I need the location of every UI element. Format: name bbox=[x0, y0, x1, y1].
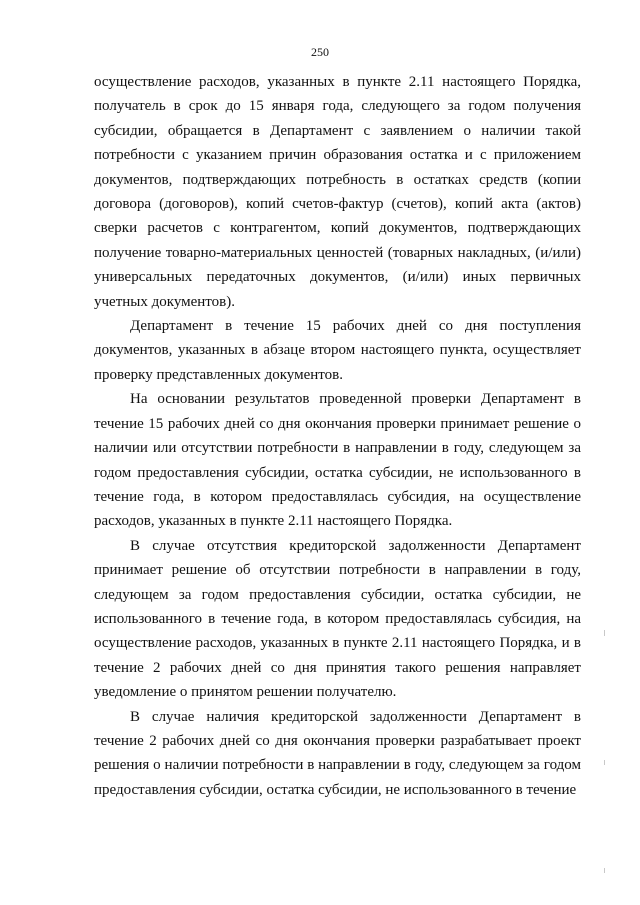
scan-edge-mark bbox=[604, 760, 605, 765]
body-text bbox=[94, 70, 581, 802]
paragraph-2: Департамент в течение 15 рабочих дней со дня поступления документов, указанных в абзаце втором настоящего пункта, осуществляет проверку представленных документов. bbox=[94, 318, 581, 383]
paragraph-3: На основании результатов проведенной проверки Департамент в течение 15 рабочих дней со дня окончания проверки принимает решение о наличии или отсутствии потребности в направлении в году, следующем за годом предоставления субсидии, остатка субсидии, не использованного в течение года, в котором предоставлялась субсидия, на осуществление расходов, указанных в пункте 2.11 настоящего Порядка. bbox=[94, 391, 581, 530]
scan-edge-mark bbox=[604, 630, 605, 636]
scan-edge-mark bbox=[604, 868, 605, 873]
paragraph-4: В случае отсутствия кредиторской задолженности Департамент принимает решение об отсутствии потребности в направлении в году, следующем за годом предоставления субсидии, остатка субсидии, не использованного в течение года, в котором предоставлялась субсидия, на осуществление расходов, указанных в пункте 2.11 настоящего Порядка, и в течение 2 рабочих дней со дня принятия такого решения направляет уведомление о принятом решении получателю. bbox=[94, 537, 581, 701]
paragraph-1: осуществление расходов, указанных в пункте 2.11 настоящего Порядка, получатель в срок до 15 января года, следующего за годом получения субсидии, обращается в Департамент с заявлением о наличии такой потребности с указанием причин образования остатка и с приложением документов, подтверждающих потребность в остатках средств (копии договора (договоров), копий счетов-фактур (счетов), копий акта (актов) сверки расчетов с контрагентом, копий документов, подтверждающих получение товарно-материальных ценностей (товарных накладных, (и/или) универсальных передаточных документов, (и/или) иных первичных учетных документов). bbox=[94, 74, 581, 310]
page-number: 250 bbox=[311, 45, 329, 59]
paragraph-5: В случае наличия кредиторской задолженности Департамент в течение 2 рабочих дней со дня окончания проверки разрабатывает проект решения о наличии потребности в направлении в году, следующем за годом предоставления субсидии, остатка субсидии, не использованного в течение bbox=[94, 708, 581, 798]
